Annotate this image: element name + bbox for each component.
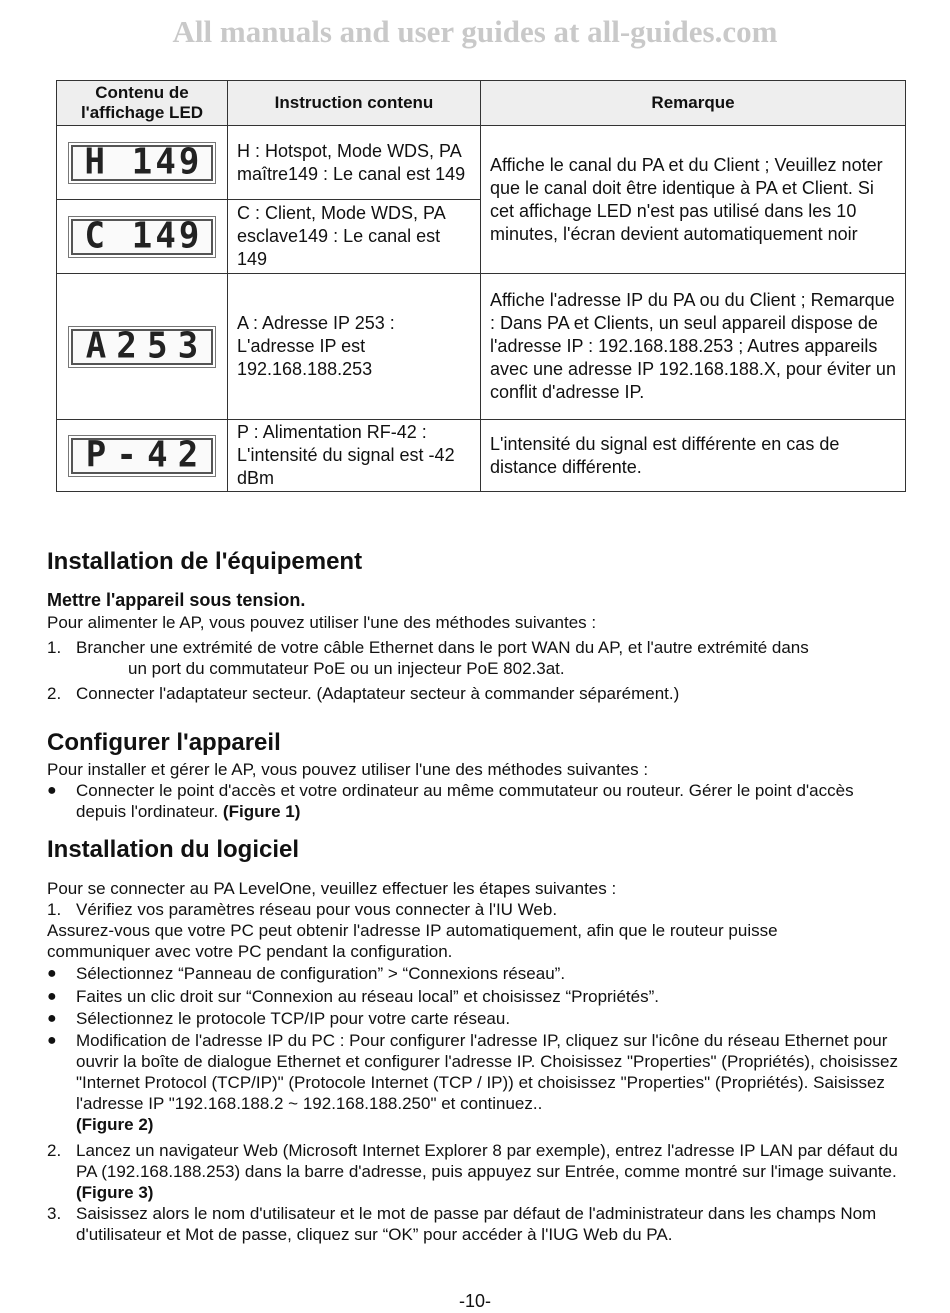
remark-cell: L'intensité du signal est différente en cas de distance différente. xyxy=(481,420,906,492)
instruction-cell: A : Adresse IP 253 : L'adresse IP est 192.168.188.253 xyxy=(228,274,481,420)
remark-cell: Affiche le canal du PA et du Client ; Veuillez noter que le canal doit être identique à PA et Client. Si cet affichage LED n'est pas utilisé dans les 10 minutes, l'écran devient automatiquement noir xyxy=(481,126,906,274)
led-display-p42: P - 4 2 xyxy=(71,438,213,474)
install-title: Installation de l'équipement xyxy=(47,548,363,575)
led-display-h149: H 1 4 9 xyxy=(71,145,213,181)
install-step-1: 1. Brancher une extrémité de votre câble Ethernet dans le port WAN du AP, et l'autre extrémité dans un port du commutateur PoE ou un injecteur PoE 802.3at. xyxy=(47,638,809,678)
software-bullet-4: ● Modification de l'adresse IP du PC : Pour configurer l'adresse IP, cliquez sur l'icône du réseau Ethernet pour ouvrir la boîte de dialogue Ethernet et configurer l'adresse IP. Choisissez "Properties" (Propriétés), choisissez "Internet Protocol (TCP/IP)" (Protocole Internet (TCP / IP)) et choisissez "Properties" (Propriétés). Saisissez l'adresse IP "192.168.188.2 ~ 192.168.188.250" et continuez.. (Figure 2) xyxy=(47,1031,898,1134)
led-cell xyxy=(57,126,228,200)
software-bullet-1: ● Sélectionnez “Panneau de configuration” > “Connexions réseau”. xyxy=(47,964,566,983)
software-para: Assurez-vous que votre PC peut obtenir l'adresse IP automatiquement, afin que le routeur puisse communiquer avec votre PC pendant la configuration. xyxy=(47,921,778,961)
software-intro: Pour se connecter au PA LevelOne, veuillez effectuer les étapes suivantes : xyxy=(47,879,617,898)
table-row xyxy=(57,420,906,492)
software-step-1: 1. Vérifiez vos paramètres réseau pour vous connecter à l'IU Web. xyxy=(47,900,558,919)
table-header-row xyxy=(57,81,906,126)
header-instruction: Instruction contenu xyxy=(228,81,481,126)
led-display-table xyxy=(56,80,906,492)
software-step-2: 2. Lancez un navigateur Web (Microsoft Internet Explorer 8 par exemple), entrez l'adresse IP LAN par défaut du PA (192.168.188.253) dans la barre d'adresse, puis appuyez sur Entrée, comme montré sur l'image suivante. (Figure 3) xyxy=(47,1141,898,1202)
led-display-c149: C 1 4 9 xyxy=(71,219,213,255)
configure-intro: Pour installer et gérer le AP, vous pouvez utiliser l'une des méthodes suivantes : xyxy=(47,760,649,779)
header-led: Contenu de l'affichage LED xyxy=(57,81,228,126)
configure-item: ● Connecter le point d'accès et votre ordinateur au même commutateur ou routeur. Gérer le point d'accès depuis l'ordinateur. (Figure 1) xyxy=(47,781,854,821)
software-bullet-2: ● Faites un clic droit sur “Connexion au réseau local” et choisissez “Propriétés”. xyxy=(47,987,659,1006)
page-number: -10- xyxy=(458,1291,491,1311)
instruction-cell: C : Client, Mode WDS, PA esclave149 : Le canal est 149 xyxy=(228,200,481,274)
install-intro: Pour alimenter le AP, vous pouvez utiliser l'une des méthodes suivantes : xyxy=(47,613,597,632)
table-row xyxy=(57,126,906,200)
software-step-3: 3. Saisissez alors le nom d'utilisateur et le mot de passe par défaut de l'administrateur dans les champs Nom d'utilisateur et Mot de passe, cliquez sur “OK” pour accéder à l'IUG Web du PA. xyxy=(47,1204,877,1244)
table-row xyxy=(57,274,906,420)
install-subtitle: Mettre l'appareil sous tension. xyxy=(47,590,306,610)
led-display-a253: A 2 5 3 xyxy=(71,329,213,365)
software-bullet-3: ● Sélectionnez le protocole TCP/IP pour votre carte réseau. xyxy=(47,1009,511,1028)
led-cell xyxy=(57,200,228,274)
software-title: Installation du logiciel xyxy=(47,836,300,863)
remark-cell: Affiche l'adresse IP du PA ou du Client ; Remarque : Dans PA et Clients, un seul appareil dispose de l'adresse IP : 192.168.188.253 ; Autres appareils avec une adresse IP 192.168.188.X, pour éviter un conflit d'adresse IP. xyxy=(481,274,906,420)
watermark: All manuals and user guides at all-guides.com xyxy=(172,14,778,49)
led-cell xyxy=(57,274,228,420)
install-step-2: 2. Connecter l'adaptateur secteur. (Adaptateur secteur à commander séparément.) xyxy=(47,684,680,703)
configure-title: Configurer l'appareil xyxy=(47,729,281,756)
instruction-cell: P : Alimentation RF-42 : L'intensité du signal est -42 dBm xyxy=(228,420,481,492)
led-cell xyxy=(57,420,228,492)
instruction-cell: H : Hotspot, Mode WDS, PA maître149 : Le canal est 149 xyxy=(228,126,481,200)
header-remark: Remarque xyxy=(481,81,906,126)
